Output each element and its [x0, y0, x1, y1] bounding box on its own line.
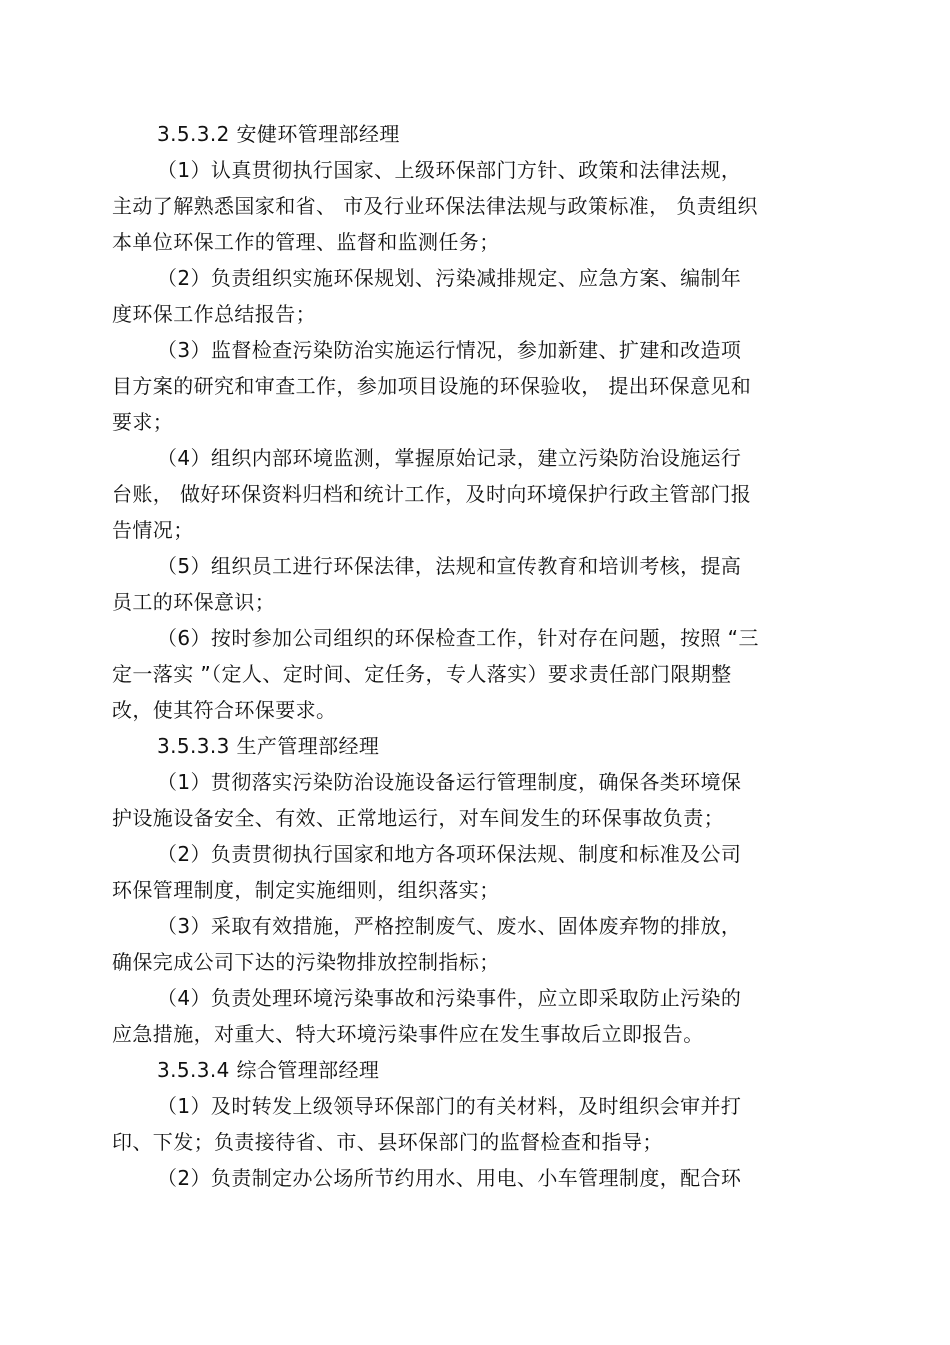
paragraph-line: 定一落实 ”（定人、定时间、定任务，专人落实）要求责任部门限期整	[112, 662, 732, 686]
paragraph-line: 度环保工作总结报告；	[112, 302, 316, 326]
paragraph-line: （6）按时参加公司组织的环保检查工作，针对存在问题，按照 “三	[157, 626, 759, 650]
paragraph-line: 改，使其符合环保要求。	[112, 698, 337, 722]
paragraph-line: （1）认真贯彻执行国家、上级环保部门方针、政策和法律法规，	[157, 158, 742, 182]
paragraph-line: （4）负责处理环境污染事故和污染事件，应立即采取防止污染的	[157, 986, 742, 1010]
paragraph-line: （4）组织内部环境监测，掌握原始记录，建立污染防治设施运行	[157, 446, 742, 470]
paragraph-line: 告情况；	[112, 518, 194, 542]
paragraph-line: （5）组织员工进行环保法律，法规和宣传教育和培训考核，提高	[157, 554, 742, 578]
paragraph-line: 环保管理制度，制定实施细则，组织落实；	[112, 878, 500, 902]
section-heading: 3.5.3.3 生产管理部经理	[157, 734, 380, 758]
paragraph-line: （1）贯彻落实污染防治设施设备运行管理制度，确保各类环境保	[157, 770, 742, 794]
paragraph-line: 员工的环保意识；	[112, 590, 276, 614]
section-heading: 3.5.3.4 综合管理部经理	[157, 1058, 380, 1082]
paragraph-line: （3）监督检查污染防治实施运行情况，参加新建、扩建和改造项	[157, 338, 742, 362]
paragraph-line: 要求；	[112, 410, 174, 434]
paragraph-line: （2）负责贯彻执行国家和地方各项环保法规、制度和标准及公司	[157, 842, 742, 866]
paragraph-line: 主动了解熟悉国家和省、 市及行业环保法律法规与政策标准， 负责组织	[112, 194, 758, 218]
paragraph-line: （3）采取有效措施，严格控制废气、废水、固体废弃物的排放，	[157, 914, 742, 938]
paragraph-line: 确保完成公司下达的污染物排放控制指标；	[112, 950, 500, 974]
paragraph-line: 护设施设备安全、有效、正常地运行，对车间发生的环保事故负责；	[112, 806, 724, 830]
paragraph-line: 台账， 做好环保资料归档和统计工作，及时向环境保护行政主管部门报	[112, 482, 752, 506]
paragraph-line: （1）及时转发上级领导环保部门的有关材料，及时组织会审并打	[157, 1094, 742, 1118]
paragraph-line: 应急措施，对重大、特大环境污染事件应在发生事故后立即报告。	[112, 1022, 704, 1046]
paragraph-line: （2）负责制定办公场所节约用水、用电、小车管理制度，配合环	[157, 1166, 742, 1190]
paragraph-line: （2）负责组织实施环保规划、污染减排规定、应急方案、编制年	[157, 266, 742, 290]
paragraph-line: 本单位环保工作的管理、监督和监测任务；	[112, 230, 500, 254]
paragraph-line: 印、下发；负责接待省、市、县环保部门的监督检查和指导；	[112, 1130, 663, 1154]
section-heading: 3.5.3.2 安健环管理部经理	[157, 122, 400, 146]
paragraph-line: 目方案的研究和审查工作，参加项目设施的环保验收， 提出环保意见和	[112, 374, 752, 398]
